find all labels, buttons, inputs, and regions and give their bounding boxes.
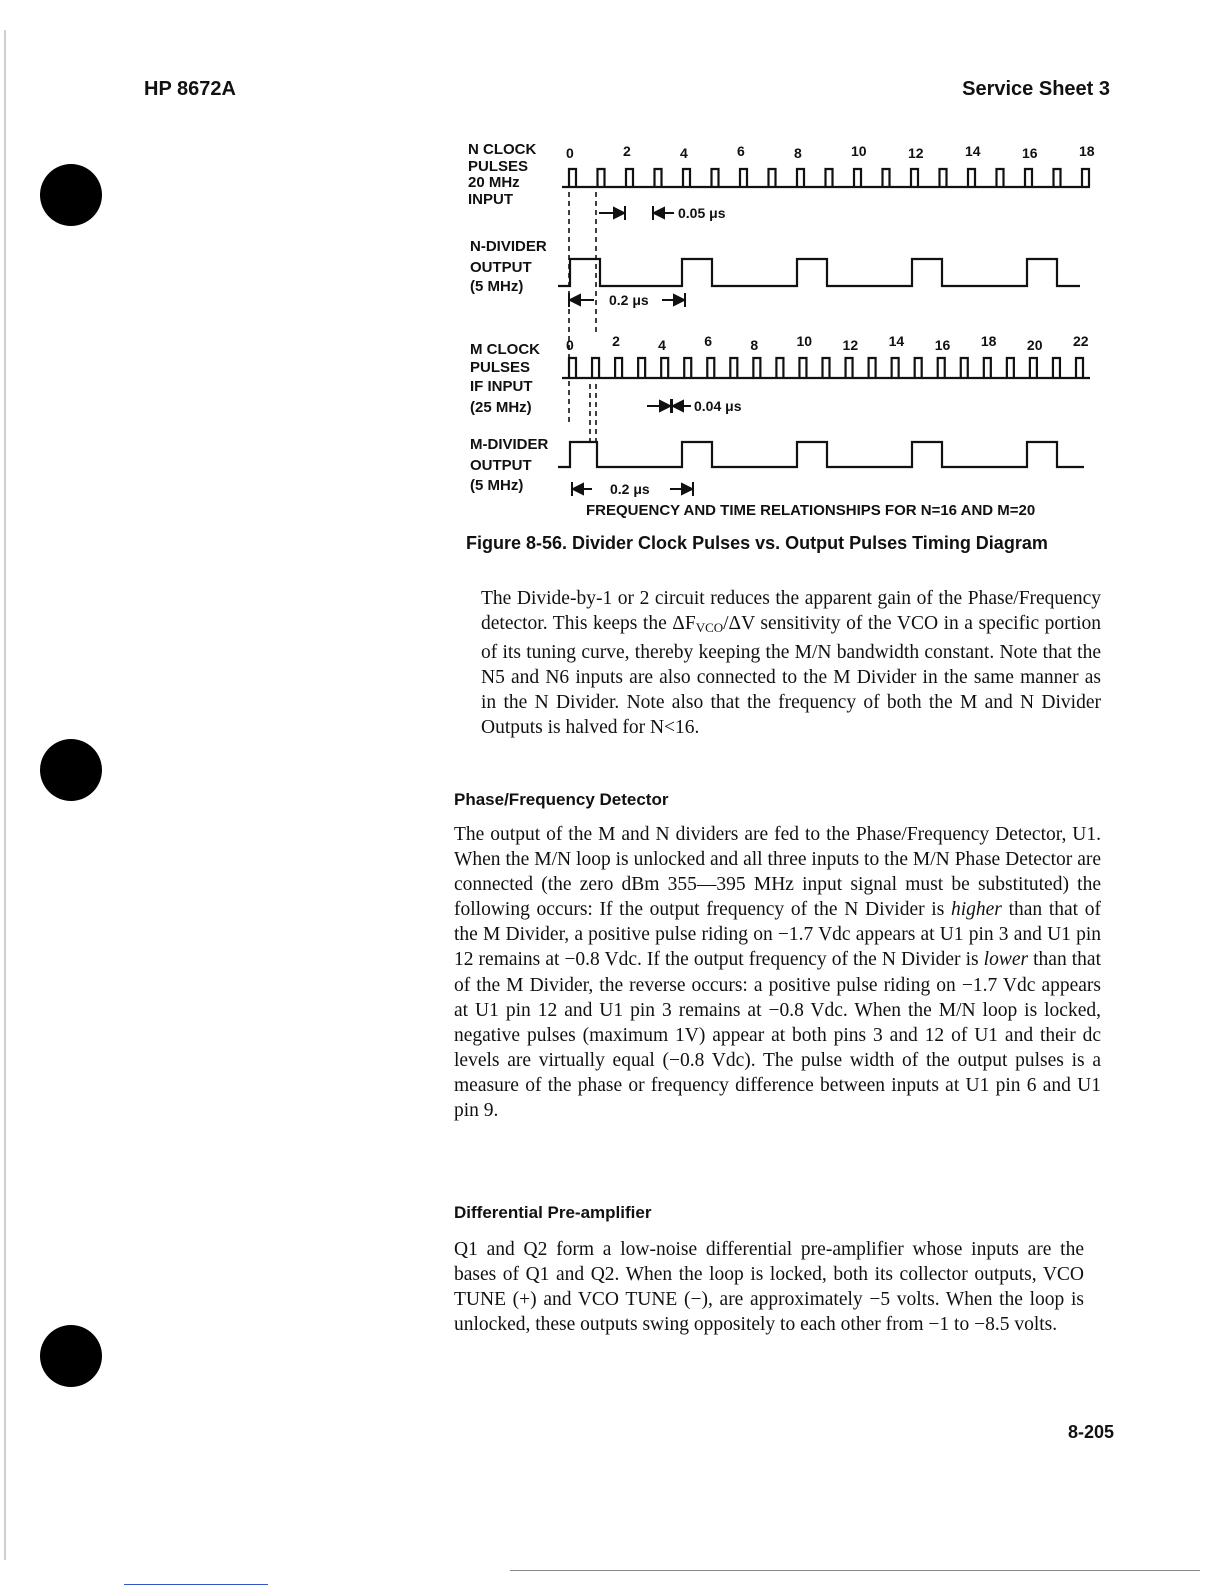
m-clock-tick-label-3: 6 [704,333,713,349]
n-clock-pulse-14 [968,169,975,187]
n-clock-tick-label-7: 14 [965,143,981,159]
m-clock-pulse-0 [569,358,576,378]
m-clock-tick-label-0: 0 [566,337,574,353]
n-divider-label-1: N-DIVIDER [470,238,547,255]
m-clock-tick-label-4: 8 [750,337,759,353]
paragraph-divide-by: The Divide-by-1 or 2 circuit reduces the apparent gain of the Phase/Frequency detector. This keeps the $\Delta F_{VCO}/\Delta V$ sensitivity of the VCO in a specific portion of its tuning curve, thereby keeping the M/N bandwidth constant. Note that the N5 and N6 inputs are also connected to the M Divider in the same manner as in the N Divider. Note also that the frequency of both the M and N Divider Outputs is halved for N<16. [481,588,1102,739]
m-clock-pulse-2 [615,358,622,378]
m-clock-tick-label-1: 2 [612,333,620,349]
m-divider-period-label: 0.2 μs [610,481,650,497]
m-clock-pulse-8 [753,358,760,378]
m-clock-tick-label-5: 10 [796,333,813,349]
n-clock-pulse-4 [683,169,690,187]
n-clock-tick-label-0: 0 [566,145,574,161]
n-clock-period-label: 0.05 μs [678,205,726,221]
m-clock-pulse-9 [776,358,783,378]
m-clock-pulse-3 [638,358,645,378]
m-clock-pulse-18 [984,358,991,378]
n-clock-pulse-5 [712,169,719,187]
header-model: HP 8672A [144,78,236,100]
m-clock-pulse-14 [892,358,899,378]
n-divider-label-3: (5 MHz) [470,278,524,295]
n-clock-label-2: PULSES [468,158,529,175]
n-divider-waveform [558,259,1080,286]
m-clock-tick-label-8: 16 [934,337,951,353]
n-clock-tick-label-1: 2 [623,143,631,159]
n-clock-pulse-17 [1054,169,1061,187]
m-clock-tick-label-2: 4 [658,337,666,353]
punch-hole-middle [40,739,102,801]
page-edge [4,30,6,1560]
figure-subtitle: FREQUENCY AND TIME RELATIONSHIPS FOR N=16 AND M=20 [586,502,1036,519]
figure-caption: Figure 8-56. Divider Clock Pulses vs. Output Pulses Timing Diagram [466,533,1048,553]
n-clock-pulse-7 [769,169,776,187]
n-clock-tick-label-2: 4 [680,145,688,161]
n-clock-pulse-8 [797,169,804,187]
m-clock-pulse-5 [684,358,691,378]
punch-hole-top [40,164,102,226]
m-clock-pulse-4 [661,358,668,378]
m-clock-pulse-1 [592,358,599,378]
arrow-right-icon [614,208,624,218]
arrow-right-icon [674,295,684,305]
n-clock-pulse-10 [854,169,861,187]
m-clock-pulse-20 [1030,358,1037,378]
n-clock-pulse-15 [997,169,1004,187]
m-clock-label-1: M CLOCK [470,341,540,358]
punch-hole-bottom [40,1325,102,1387]
arrow-left-icon [570,295,580,305]
m-clock-pulse-10 [799,358,806,378]
m-divider-label-3: (5 MHz) [470,477,524,494]
m-divider-waveform [558,442,1084,467]
n-clock-tick-label-9: 18 [1079,143,1095,159]
m-clock-pulse-19 [1007,358,1014,378]
page-number: 8-205 [1067,1422,1114,1442]
m-clock-tick-label-10: 20 [1026,337,1043,353]
m-clock-pulse-17 [961,358,968,378]
arrow-left-icon [654,208,664,218]
section-heading-preamp: Differential Pre-amplifier [454,1203,652,1222]
n-clock-pulse-2 [626,169,633,187]
m-clock-pulse-22 [1076,358,1083,378]
n-clock-pulse-13 [940,169,947,187]
timing-diagram [462,136,1102,521]
paragraph-preamp: Q1 and Q2 form a low-noise differential pre-amplifier whose inputs are the bases of Q1 and Q2. When the loop is locked, both its collector outputs, VCO TUNE (+) and VCO TUNE (−), are approximately −5 volts. When the loop is unlocked, these outputs swing oppositely to each other from −1 to −8.5 volts. [454,1239,1084,1336]
vco-subscript: VCO [695,620,724,636]
m-clock-tick-label-9: 18 [980,333,997,349]
m-clock-label-3: IF INPUT [470,378,533,395]
n-clock-pulse-11 [883,169,890,187]
m-clock-tick-label-11: 22 [1073,333,1089,349]
n-clock-pulse-1 [598,169,605,187]
m-clock-label-4: (25 MHz) [470,399,532,416]
n-clock-pulse-12 [911,169,918,187]
m-clock-pulse-15 [915,358,922,378]
m-clock-pulse-11 [823,358,830,378]
n-clock-label-1: N CLOCK [468,141,537,158]
bottom-rule [510,1570,1200,1571]
n-clock-tick-label-8: 16 [1022,145,1038,161]
m-clock-pulse-21 [1053,358,1060,378]
n-divider-label-2: OUTPUT [470,259,532,276]
n-clock-tick-label-4: 8 [794,145,802,161]
m-clock-period-label: 0.04 μs [694,398,742,414]
n-clock-pulse-18 [1082,169,1089,187]
m-clock-pulse-13 [869,358,876,378]
paragraph-phase-detector: The output of the M and N dividers are fed to the Phase/Frequency Detector, U1. When the M/N loop is unlocked and all three inputs to the M/N Phase Detector are connected (the zero dBm 355—395 MHz input signal must be substituted) the following occurs: If the output frequency of the N Divider is higher than that of the M Divider, a positive pulse riding on −1.7 Vdc appears at U1 pin 3 and U1 pin 12 remains at −0.8 Vdc. If the output frequency of the N Divider is lower than that of the M Divider, the reverse occurs: a positive pulse riding on −1.7 Vdc appears at U1 pin 12 and U1 pin 3 remains at −0.8 Vdc. When the M/N loop is locked, negative pulses (maximum 1V) appear at both pins 3 and 12 of U1 and their dc levels are virtually equal (−0.8 Vdc). The pulse width of the output pulses is a measure of the phase or frequency difference between inputs at U1 pin 6 and U1 pin 9. [454,824,1101,1122]
n-clock-tick-label-6: 12 [908,145,924,161]
n-clock-tick-label-5: 10 [851,143,867,159]
m-clock-label-2: PULSES [470,359,531,376]
m-divider-label-1: M-DIVIDER [470,436,549,453]
m-clock-pulse-16 [938,358,945,378]
n-clock-tick-label-3: 6 [737,143,745,159]
m-clock-tick-label-6: 12 [842,337,859,353]
arrow-right-icon [682,484,692,494]
m-clock-pulse-7 [730,358,737,378]
m-divider-label-2: OUTPUT [470,457,532,474]
n-clock-pulse-6 [740,169,747,187]
header-service-sheet: Service Sheet 3 [962,78,1110,100]
arrow-right-icon [660,401,670,411]
n-clock-pulse-3 [655,169,662,187]
n-clock-pulse-9 [826,169,833,187]
m-clock-pulse-12 [846,358,853,378]
n-clock-pulse-0 [569,169,576,187]
arrow-left-icon [573,484,583,494]
m-clock-tick-label-7: 14 [888,333,905,349]
n-clock-label-3: 20 MHz [468,174,520,191]
n-clock-pulse-16 [1025,169,1032,187]
section-heading-phase-detector: Phase/Frequency Detector [454,790,669,809]
arrow-left-icon [673,401,683,411]
m-clock-pulse-6 [707,358,714,378]
n-divider-period-label: 0.2 μs [609,292,649,308]
n-clock-label-4: INPUT [468,191,513,208]
